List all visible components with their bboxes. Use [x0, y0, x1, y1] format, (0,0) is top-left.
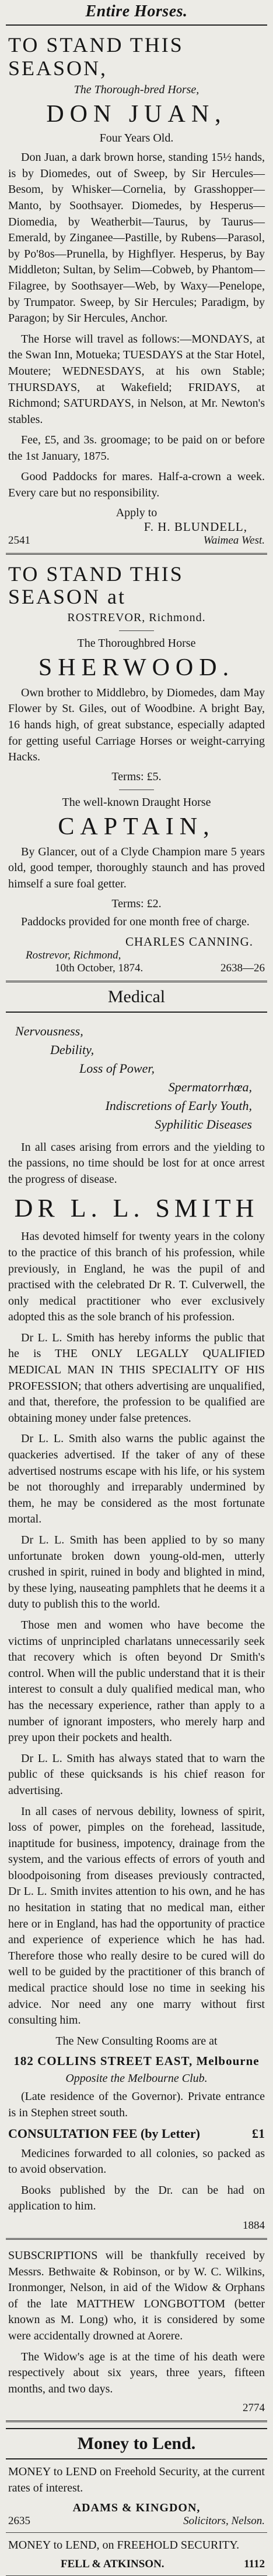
body-paragraph: The New Consulting Rooms are at — [8, 2034, 265, 2050]
pedigree-paragraph: Own brother to Middlebro, by Diomedes, dam May Flower by St. Giles, out of Woodbine. A bright Bay, 16 hands high, of great substance, especially adapted for getting useful Carriage Horses or weight-carrying Hacks. — [8, 685, 265, 766]
horse-name: DON JUAN, — [8, 100, 265, 128]
ad-heading: TO STAND THIS SEASON at — [8, 563, 265, 609]
paddock-paragraph: Paddocks provided for one month free of charge. — [8, 914, 265, 931]
paddock-paragraph: Good Paddocks for mares. Half-a-crown a week. Every care but no responsibility. — [8, 469, 265, 501]
body-paragraph: MONEY to LEND on Freehold Security, at the current rates of interest. — [8, 2464, 265, 2496]
owner-place: Waimea West. — [204, 534, 265, 547]
ailments-list — [8, 1016, 265, 1139]
doctor-name: DR L. L. SMITH — [8, 1193, 265, 1223]
fee-paragraph: Fee, £5, and 3s. groomage; to be paid on or before the 1st January, 1875. — [8, 432, 265, 464]
owner-name: F. H. BLUNDELL, — [8, 520, 265, 534]
pedigree-paragraph: Don Juan, a dark brown horse, standing 15½ hands, is by Diomedes, out of Sweep, by Sir Hercules—Besom, by Whisker—Cornelia, by Grasshopper—Manto, by Soothsayer. Diomedes, by Hesperus—Diomedia, by Weatherbit—Taurus, by Taurus—Emerald, by Zinganee—Pastille, by Rubens—Parasol, by Po'8os—Prunella, by Highflyer. Hesperus, by Bay Middleton; Sultan, by Selim—Cobweb, by Phantom—Filagree, by Soothsayer—Web, by Waxy—Penelope, by Trumpator. Sweep, by Sir Hercules; Paradigm, by Paragon; by Sir Hercules, Anchor. — [8, 150, 265, 327]
money-ad — [6, 2459, 267, 2532]
body-paragraph: MONEY to LEND, on FREEHOLD SECURITY. — [8, 2538, 265, 2554]
ad-number: 1884 — [8, 2219, 265, 2232]
ailment: Debility, — [15, 1041, 258, 1059]
firm-name: ADAMS & KINGDON, — [8, 2501, 265, 2515]
body-paragraph: SUBSCRIPTIONS will be thankfully received by Messrs. Bethwaite & Robinson, or by W. C. Wilkins, Ironmonger, Nelson, in aid of the Widow & Orphans of the late MATTHEW LONGBOTTOM (better known as M. Long) who, it is considered by some were accidentally drowned at Aorere. — [8, 2248, 265, 2345]
owner-name: CHARLES CANNING. — [8, 935, 265, 949]
address-note: Opposite the Melbourne Club. — [8, 2072, 265, 2085]
body-paragraph: Has devoted himself for twenty years in the colony to the practice of this branch of his profession, while previously, in England, he was the pupil of and practised with the celebrated Dr R. T. Culverwell, the only medical practitioner who ever exclusively adopted this as the sole branch of his profession. — [8, 1229, 265, 1326]
section-header: Entire Horses. — [6, 0, 267, 26]
body-paragraph: Medicines forwarded to all colonies, so packed as to avoid observation. — [8, 2146, 265, 2178]
body-paragraph: Dr L. L. Smith has hereby informs the public that he is THE ONLY LEGALLY QUALIFIED MEDICAL MAN IN THIS SPECIALITY OF HIS PROFESSION; that others advertising are unqualified, and that, therefore, the profession to be qualified are obtaining money under false pretences. — [8, 1330, 265, 1427]
apply-line: Apply to — [8, 506, 265, 520]
body-paragraph: Dr L. L. Smith has been applied to by so many unfortunate broken down young-old-men, utterly crushed in spirit, ruined in body and blighted in mind, by these lying, nauseating pamphlets that he deems it a duty to publish this to the world. — [8, 1532, 265, 1613]
horse-name: CAPTAIN, — [8, 813, 265, 841]
consultation-fee — [8, 2126, 265, 2141]
horse-name: SHERWOOD. — [8, 654, 265, 682]
owner-place: Rostrevor, Richmond, — [8, 949, 265, 962]
body-paragraph: Dr L. L. Smith also warns the public against the quackeries advertised. If the taker of any of these advertised nostrums escape with his life, or his system be not thoroughly and irreparably undermined by them, he may be considered as the most fortunate mortal. — [8, 1431, 265, 1528]
body-paragraph: Those men and women who have become the victims of unprincipled charlatans unnecessarily seek that recovery which is often beyond Dr Smith's control. When will the public understand that it is their interest to consult a duly qualified medical man, who has the necessary experience, rather than apply to a number of ignorant imposters, who merely harp and prey upon their pockets and health. — [8, 1618, 265, 1746]
body-paragraph: (Late residence of the Governor). Private entrance is in Stephen street south. — [8, 2089, 265, 2121]
money-ad — [6, 2533, 267, 2576]
ailment: Spermatorrhœa, — [15, 1078, 258, 1097]
ailment: Nervousness, — [15, 1022, 258, 1041]
ad-number: 1112 — [244, 2558, 265, 2571]
ad-subtitle: The well-known Draught Horse — [8, 796, 265, 809]
pedigree-paragraph: By Glancer, out of a Clyde Champion mare 5 years old, good temper, thoroughly staunch and has proved himself a sure foal getter. — [8, 844, 265, 893]
ad-number: 2635 — [8, 2515, 30, 2528]
intro-paragraph: In all cases arising from errors and the yielding to the passions, no time should be lost for at once arrest the progress of disease. — [8, 1140, 265, 1188]
ad-number: 2541 — [8, 534, 30, 547]
firm-name: FELL & ATKINSON. — [8, 2558, 164, 2571]
body-paragraph: In all cases of nervous debility, lowness of spirit, loss of power, pimples on the forehead, lassitude, inaptitude for business, impotency, drainage from the system, and the various effects of errors of youth and bloodpoisoning from diseases previously contracted, Dr L. L. Smith invites attention to his own, and he has no hesitation in stating that no medical man, either here or in England, has had the opportunity of practice and experience of experience which he has had. Therefore those who really desire to be cured will do well to be guided by the practitioner of this branch of medical practice should lose no time in seeking his advice. Nor need any one marry without first consulting him. — [8, 1804, 265, 2029]
subscriptions-ad — [6, 2240, 267, 2422]
address: 182 COLLINS STREET EAST, Melbourne — [8, 2054, 265, 2068]
ad-number: 2638—26 — [220, 962, 265, 975]
divider — [119, 630, 154, 631]
money-section-header: Money to Lend. — [6, 2428, 267, 2459]
medical-section-header: Medical — [6, 982, 267, 1013]
firm-role: Solicitors, Nelson. — [183, 2515, 265, 2528]
sherwood-ad — [6, 555, 267, 983]
body-paragraph: The Widow's age is at the time of his death were respectively about six years, three years, fifteen months, and two days. — [8, 2349, 265, 2398]
ad-date: 10th October, 1874. — [8, 962, 143, 975]
fee-label: CONSULTATION FEE (by Letter) — [8, 2126, 200, 2141]
body-paragraph: Books published by the Dr. can be had on application to him. — [8, 2183, 265, 2215]
ad-number: 2774 — [8, 2402, 265, 2415]
terms: Terms: £5. — [8, 770, 265, 784]
ad-subtitle: The Thorough-bred Horse, — [8, 83, 265, 97]
travel-paragraph: The Horse will travel as follows:—MONDAYS, at the Swan Inn, Motueka; TUESDAYS at the Star Hotel, Moutere; WEDNESDAYS, at his own Stable; THURSDAYS, at Wakefield; FRIDAYS, at Richmond; SATURDAYS, in Nelson, at Mr. Newton's stables. — [8, 332, 265, 428]
terms: Terms: £2. — [8, 897, 265, 911]
fee-value: £1 — [252, 2126, 265, 2141]
body-paragraph: Dr L. L. Smith has always stated that to warn the public of these quicksands is his chief reason for advertising. — [8, 1751, 265, 1799]
ailment: Indiscretions of Early Youth, — [15, 1097, 258, 1115]
ad-location: ROSTREVOR, Richmond. — [8, 611, 265, 625]
ailment: Syphilitic Diseases — [15, 1115, 258, 1134]
ad-heading: TO STAND THIS SEASON, — [8, 34, 265, 80]
don-juan-ad — [6, 26, 267, 555]
ad-subtitle: The Thoroughbred Horse — [8, 637, 265, 650]
horse-age: Four Years Old. — [8, 132, 265, 145]
medical-ad — [6, 1013, 267, 2240]
ailment: Loss of Power, — [15, 1059, 258, 1078]
